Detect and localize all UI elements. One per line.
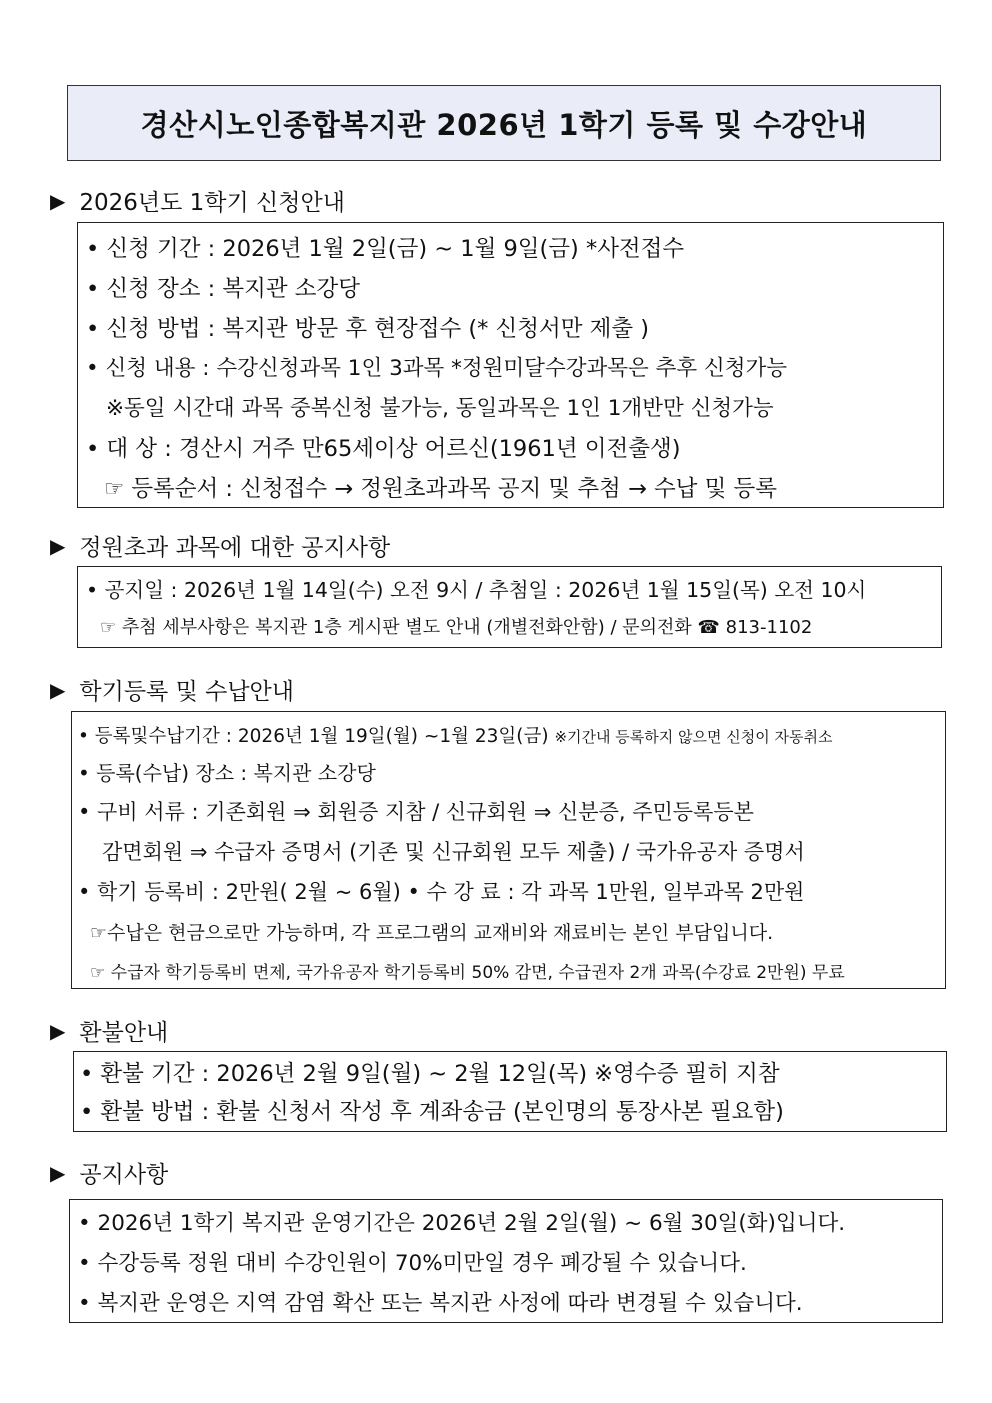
lottery-details-note: ☞ 추첨 세부사항은 복지관 1층 게시판 별도 안내 (개별전화안함) / 문의전화 ☎ 813-1102 [100,617,813,638]
registration-place: • 등록(수납) 장소 : 복지관 소강당 [78,761,376,785]
notice-lottery-dates: • 공지일 : 2026년 1월 14일(수) 오전 9시 / 추첨일 : 2026년 1월 15일(목) 오전 10시 [86,578,867,602]
application-place: • 신청 장소 : 복지관 소강당 [86,276,360,302]
notice-box [69,1199,943,1323]
application-content: • 신청 내용 : 수강신청과목 1인 3과목 *정원미달수강과목은 추후 신청가능 [86,356,788,381]
section-heading-over-capacity [50,529,390,562]
triangle-marker-icon: ▶ [50,677,66,702]
reduction-documents: 감면회원 ⇒ 수급자 증명서 (기존 및 신규회원 모두 제출) / 국가유공자 증명서 [102,840,805,864]
class-cancellation-notice: • 수강등록 정원 대비 수강인원이 70%미만일 경우 폐강될 수 있습니다. [78,1251,747,1276]
operation-change-notice: • 복지관 운영은 지역 감염 확산 또는 복지관 사정에 따라 변경될 수 있습니다. [78,1291,803,1316]
section-heading-refund [50,1014,168,1047]
page-title: 경산시노인종합복지관 2026년 1학기 등록 및 수강안내 [140,107,868,142]
section-heading-text: 2026년도 1학기 신청안내 [79,190,345,216]
triangle-marker-icon: ▶ [50,188,66,213]
triangle-marker-icon: ▶ [50,1160,66,1185]
section-heading-registration [50,673,294,706]
fees: • 학기 등록비 : 2만원( 2월 ~ 6월) • 수 강 료 : 각 과목 1만원, 일부과목 2만원 [78,880,805,904]
required-documents: • 구비 서류 : 기존회원 ⇒ 회원증 지참 / 신규회원 ⇒ 신분증, 주민등록등본 [78,800,754,824]
application-info-box [77,222,944,508]
registration-box [71,711,946,989]
section-heading-notice [50,1156,168,1189]
fee-exemption-note: ☞ 수급자 학기등록비 면제, 국가유공자 학기등록비 50% 감면, 수급권자 2개 과목(수강료 2만원) 무료 [90,963,845,983]
refund-period: • 환불 기간 : 2026년 2월 9일(월) ~ 2월 12일(목) ※영수증 필히 지참 [80,1061,780,1087]
operating-period-notice: • 2026년 1학기 복지관 운영기간은 2026년 2월 2일(월) ~ 6월 30일(화)입니다. [78,1211,846,1236]
application-target: • 대 상 : 경산시 거주 만65세이상 어르신(1961년 이전출생) [86,436,681,462]
application-method: • 신청 방법 : 복지관 방문 후 현장접수 (* 신청서만 제출 ) [86,316,650,342]
registration-period [78,722,832,748]
application-note: ※동일 시간대 과목 중복신청 불가능, 동일과목은 1인 1개반만 신청가능 [106,396,774,421]
section-heading-text: 정원초과 과목에 대한 공지사항 [79,535,391,561]
title-box [67,85,941,161]
triangle-marker-icon: ▶ [50,533,66,558]
auto-cancel-note: ※기간내 등록하지 않으면 신청이 자동취소 [554,728,833,746]
triangle-marker-icon: ▶ [50,1018,66,1043]
refund-box [73,1051,947,1132]
section-heading-application [50,184,345,217]
section-heading-text: 학기등록 및 수납안내 [79,679,294,705]
registration-order: ☞ 등록순서 : 신청접수 → 정원초과과목 공지 및 추첨 → 수납 및 등록 [104,476,777,502]
section-heading-text: 환불안내 [79,1020,169,1046]
refund-method: • 환불 방법 : 환불 신청서 작성 후 계좌송금 (본인명의 통장사본 필요함) [80,1099,784,1125]
over-capacity-box [77,566,942,648]
application-period: • 신청 기간 : 2026년 1월 2일(금) ~ 1월 9일(금) *사전접수 [86,236,685,262]
registration-period-text: • 등록및수납기간 : 2026년 1월 19일(월) ~1월 23일(금) [78,726,549,747]
section-heading-text: 공지사항 [79,1162,169,1188]
cash-only-note: ☞수납은 현금으로만 가능하며, 각 프로그램의 교재비와 재료비는 본인 부담입니다. [90,922,774,944]
